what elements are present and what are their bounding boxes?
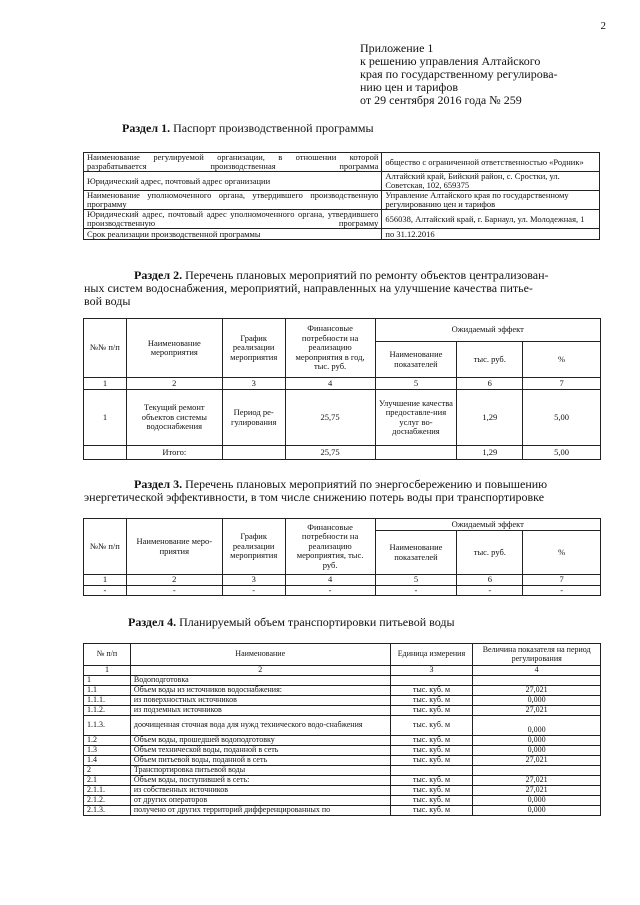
table-row: Наименование регулируемой организации, в отношении которой разрабатывается производственная программа общество с ограниченной ответственностью «Родник» <box>84 153 600 172</box>
section4-title: Раздел 4. Планируемый объем транспортировки питьевой воды <box>128 615 455 629</box>
table-row: 1.1.1. из поверхностных источников тыс. куб. м 0,000 <box>84 696 601 706</box>
repair-activities-table <box>83 318 601 460</box>
appendix-line: от 29 сентября 2016 года № 259 <box>360 93 522 107</box>
table-row: 2 Транспортировка питьевой воды <box>84 766 601 776</box>
column-numbers-row: 1 2 3 4 5 6 7 <box>84 575 601 586</box>
appendix-line: к решению управления Алтайского <box>360 54 541 68</box>
section2-title: Раздел 2. Перечень плановых мероприятий по ремонту объектов централизован- ных систем водоснабжения, мероприятий, направленных на улучшение качества питье- вой воды <box>84 268 549 308</box>
column-numbers-row: 1 2 3 4 <box>84 666 601 676</box>
table-header-row: Наименование показателей тыс. руб. % <box>84 342 601 378</box>
table-row: 1 Текущий ремонт объектов системы водоснабжения Период ре-гулирования 25,75 Улучшение качества предоставле-ния услуг во-доснабжения 1,29 5,00 <box>84 390 601 446</box>
table-header-row: № п/п Наименование Единица измерения Величина показателя на период регулирования <box>84 644 601 666</box>
section3-title: Раздел 3. Перечень плановых мероприятий по энергосбережению и повышению энергетической эффективности, в том числе снижению потерь воды при транспортировке <box>84 477 548 504</box>
table-row: 1.1.3. доочищенная сточная вода для нужд технического водо-снабжения тыс. куб. м 0,000 <box>84 716 601 736</box>
table-row: 2.1.2. от других операторов тыс. куб. м 0,000 <box>84 796 601 806</box>
table-row: 1.1.2. из подземных источников тыс. куб. м 27,021 <box>84 706 601 716</box>
total-row: Итого: 25,75 1,29 5,00 <box>84 446 601 460</box>
table-header-row: №№ п/п Наименование мероприятия График реализации мероприятия Финансовые потребности на реализацию мероприятия в год, тыс. руб. Ожидаемый эффект <box>84 319 601 342</box>
table-row: 1.2 Объем воды, прошедшей водоподготовку тыс. куб. м 0,000 <box>84 736 601 746</box>
table-row: 2.1 Объем воды, поступившей в сеть: тыс. куб. м 27,021 <box>84 776 601 786</box>
column-numbers-row: 1 2 3 4 5 6 7 <box>84 378 601 390</box>
table-row: Юридический адрес, почтовый адрес организации Алтайский край, Бийский район, с. Сростки, ул. Советская, 102, 659375 <box>84 172 600 191</box>
table-row: 2.1.3. получено от других территорий дифференцированных по тыс. куб. м 0,000 <box>84 806 601 816</box>
table-row: Срок реализации производственной программы по 31.12.2016 <box>84 229 600 240</box>
appendix-header <box>360 42 610 107</box>
appendix-line: нию цен и тарифов <box>360 80 458 94</box>
table-row: 1 Водоподготовка <box>84 676 601 686</box>
section1-title: Раздел 1. Паспорт производственной программы <box>122 121 374 135</box>
table-row: 1.1 Объем воды из источников водоснабжения: тыс. куб. м 27,021 <box>84 686 601 696</box>
table-row: 1.3 Объем технической воды, поданной в сеть тыс. куб. м 0,000 <box>84 746 601 756</box>
energy-saving-table <box>83 518 601 596</box>
table-row: 2.1.1. из собственных источников тыс. куб. м 27,021 <box>84 786 601 796</box>
table-row: - - - - - - - <box>84 585 601 596</box>
water-transport-volume-table <box>83 643 601 816</box>
table-header-row: №№ п/п Наименование меро-приятия График реализации мероприятия Финансовые потребности на реализацию мероприятия, тыс. руб. Ожидаемый эффект <box>84 519 601 531</box>
table-header-row: Наименование показателей тыс. руб. % <box>84 531 601 575</box>
appendix-line: края по государственному регулирова- <box>360 67 558 81</box>
page-number: 2 <box>600 20 606 32</box>
passport-table <box>83 152 600 240</box>
appendix-line: Приложение 1 <box>360 41 434 55</box>
table-row: Наименование уполномоченного органа, утвердившего производственную программу Управление Алтайского края по государственному регулированию цен и тарифов <box>84 191 600 210</box>
table-row: Юридический адрес, почтовый адрес уполномоченного органа, утвердившего производственную программу 656038, Алтайский край, г. Барнаул, ул. Молодежная, 1 <box>84 210 600 229</box>
table-row: 1.4 Объем питьевой воды, поданной в сеть тыс. куб. м 27,021 <box>84 756 601 766</box>
